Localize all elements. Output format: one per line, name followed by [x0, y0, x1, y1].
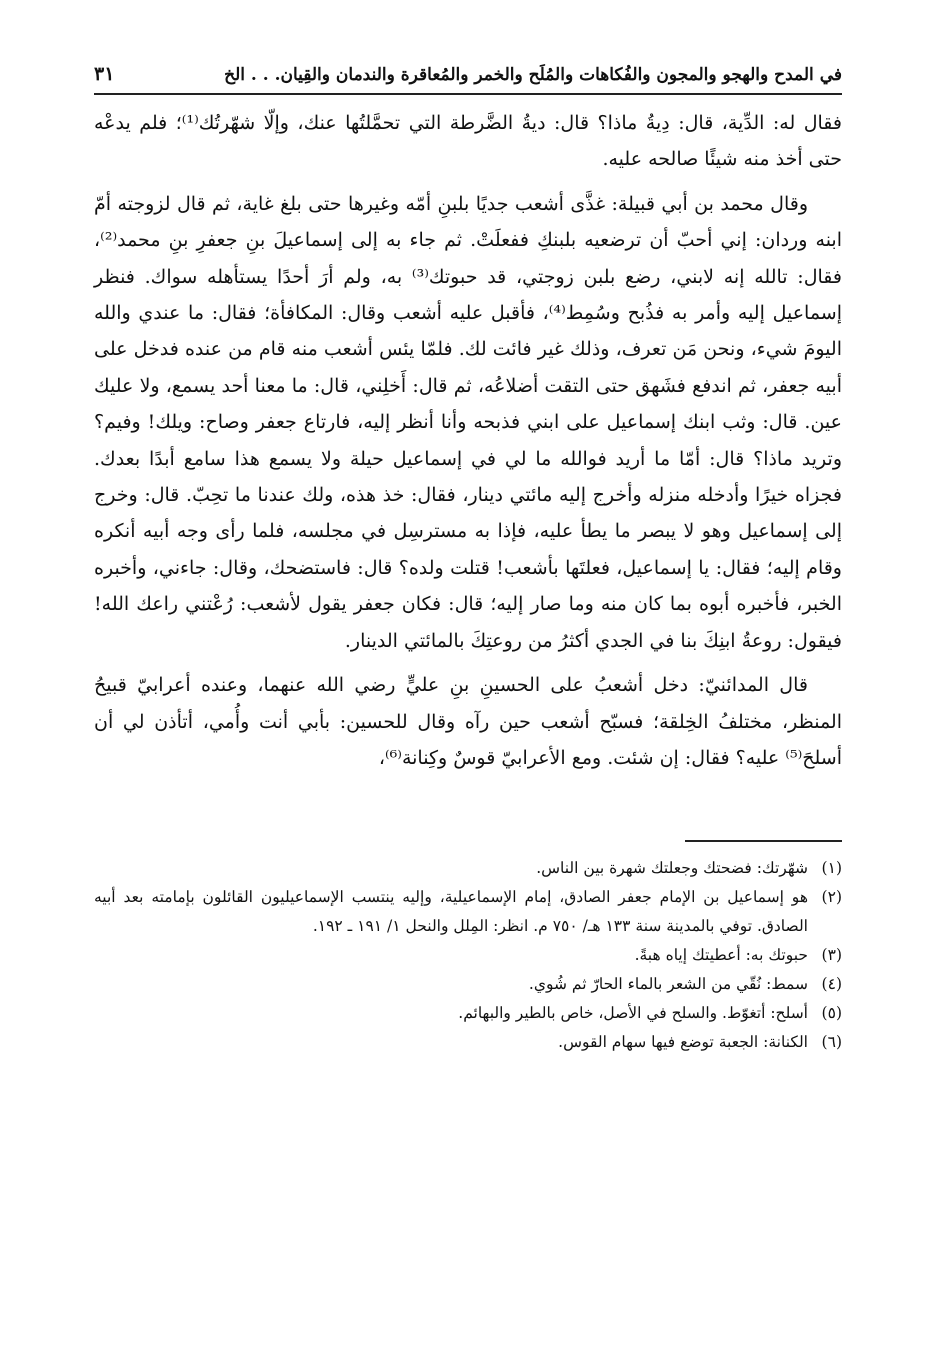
footnote-number: (١) [821, 859, 842, 878]
footnote-item [94, 941, 842, 970]
book-page [94, 62, 842, 1057]
paragraph-3: قال المدائنيّ: دخل أشعبُ على الحسينِ بنِ عليٍّ رضي الله عنهما، وعنده أعرابيّ قبيحُ المنظر، مختلفُ الخِلقة؛ فسبّح أشعب حين رآه وقال للحسين: بأبي أنت وأُمي، أتأذن لي أن أسلحَ⁽⁵⁾ عليه؟ فقال: إن شئت. ومع الأعرابيّ قوسٌ وكِنانة⁽⁶⁾، [94, 674, 842, 769]
footnote-text: الكنانة: الجعبة توضع فيها سهام القوس. [558, 1033, 808, 1052]
footnote-number: (٤) [821, 975, 842, 994]
footnote-item [94, 1028, 842, 1057]
footnote-number: (٣) [821, 946, 842, 965]
footnote-item [94, 970, 842, 999]
footnote-item [94, 999, 842, 1028]
paragraph-1: فقال له: الدِّية، قال: دِيةُ ماذا؟ قال: ديةُ الضَّرطة التي تحمَّلتُها عنك، وإلّا شهّرتُك⁽¹⁾؛ فلم يدعْه حتى أخذ منه شيئًا صالحه عليه. [94, 112, 843, 171]
paragraph-2: وقال محمد بن أبي قبيلة: غذَّى أشعب جديًا بلبنِ أمّه وغيرها حتى بلغ غاية، ثم قال لزوجته أمّ ابنه وردان: إني أحبّ أن ترضعيه بلبنكِ ففعلَتْ. ثم جاء به إلى إسماعيلَ بنِ جعفرِ بنِ محمد⁽²⁾، فقال: تالله إنه لابني، رضع بلبن زوجتي، قد حبوتك⁽³⁾ به، ولم أرَ أحدًا يستأهله سواك. فنظر إسماعيل إليه وأمر به فذُبح وسُمِط⁽⁴⁾، فأقبل عليه أشعب وقال: المكافأة؛ فقال: ما عندي والله اليومَ شيء، ونحن مَن تعرف، وذلك غير فائت لك. فلمّا يئس أشعب منه قام من عنده فدخل على أبيه جعفر، ثم اندفع فشَهق حتى التقت أضلاعُه، ثم قال: أَخلِني، قال: ما معنا أحد يسمع، ولا عليك عين. قال: وثب ابنك إسماعيل على ابني فذبحه وأنا أنظر إليه، فارتاع جعفر وصاح: ويلك! وفيم؟ وتريد ماذا؟ قال: أمّا ما أريد فوالله ما لي في إسماعيل حيلة ولا يسمع هذا سامع أبدًا بعدك. فجزاه خيرًا وأدخله منزله وأخرج إليه مائتي دينار، فقال: خذ هذه، ولك عندنا ما تحِبّ. قال: وخرج إلى إسماعيل وهو لا يبصر ما يطأ عليه، فإذا به مسترسِل في مجلسه، فلما رأى وجه أبيه أنكره وقام إليه؛ فقال: يا إسماعيل، فعلتَها بأشعب! قتلت ولده؟ قال: فاستضحك، وقال: جاءني، وأخبره الخبر، فأخبره أبوه بما كان منه وما صار إليه؛ قال: فكان جعفر يقول لأشعب: رُعْتني راعك الله! فيقول: روعةُ ابنِكَ بنا في الجدي أكثرُ من روعتِكَ بالمائتي الدينار. [94, 192, 842, 652]
footnote-number: (٢) [821, 888, 842, 907]
footnote-text: شهّرتك: فضحتك وجعلتك شهرة بين الناس. [536, 859, 808, 878]
footnote-text: أسلح: أتغوّط. والسلح في الأصل، خاص بالطير والبهائم. [458, 1004, 808, 1023]
footnotes [94, 854, 842, 1057]
footnote-text: سمط: نُقّي من الشعر بالماء الحارّ ثم شُوي. [528, 975, 808, 994]
footnote-text: هو إسماعيل بن الإمام جعفر الصادق، إمام الإسماعيلية، وإليه ينتسب الإسماعيليون القائلون بإمامته بعد أبيه الصادق. توفي بالمدينة سنة ١٣٣ هـ/ ٧٥٠ م. انظر: المِلل والنحل ١/ ١٩١ ـ ١٩٢. [94, 888, 808, 936]
footnote-item [94, 854, 842, 883]
page-number: ٣١ [94, 63, 115, 85]
footnote-number: (٦) [821, 1033, 842, 1052]
footnote-item [94, 883, 842, 941]
running-title: في المدح والهجو والمجون والفُكاهات والمُلَح والخمر والمُعاقرة والندمان والقِيان. . . الخ [224, 65, 842, 85]
running-header [94, 62, 842, 95]
main-text [94, 105, 842, 776]
footnote-separator [685, 840, 842, 842]
footnote-text: حبوتك به: أعطيتك إياه هبةً. [634, 946, 808, 965]
footnote-number: (٥) [821, 1004, 842, 1023]
